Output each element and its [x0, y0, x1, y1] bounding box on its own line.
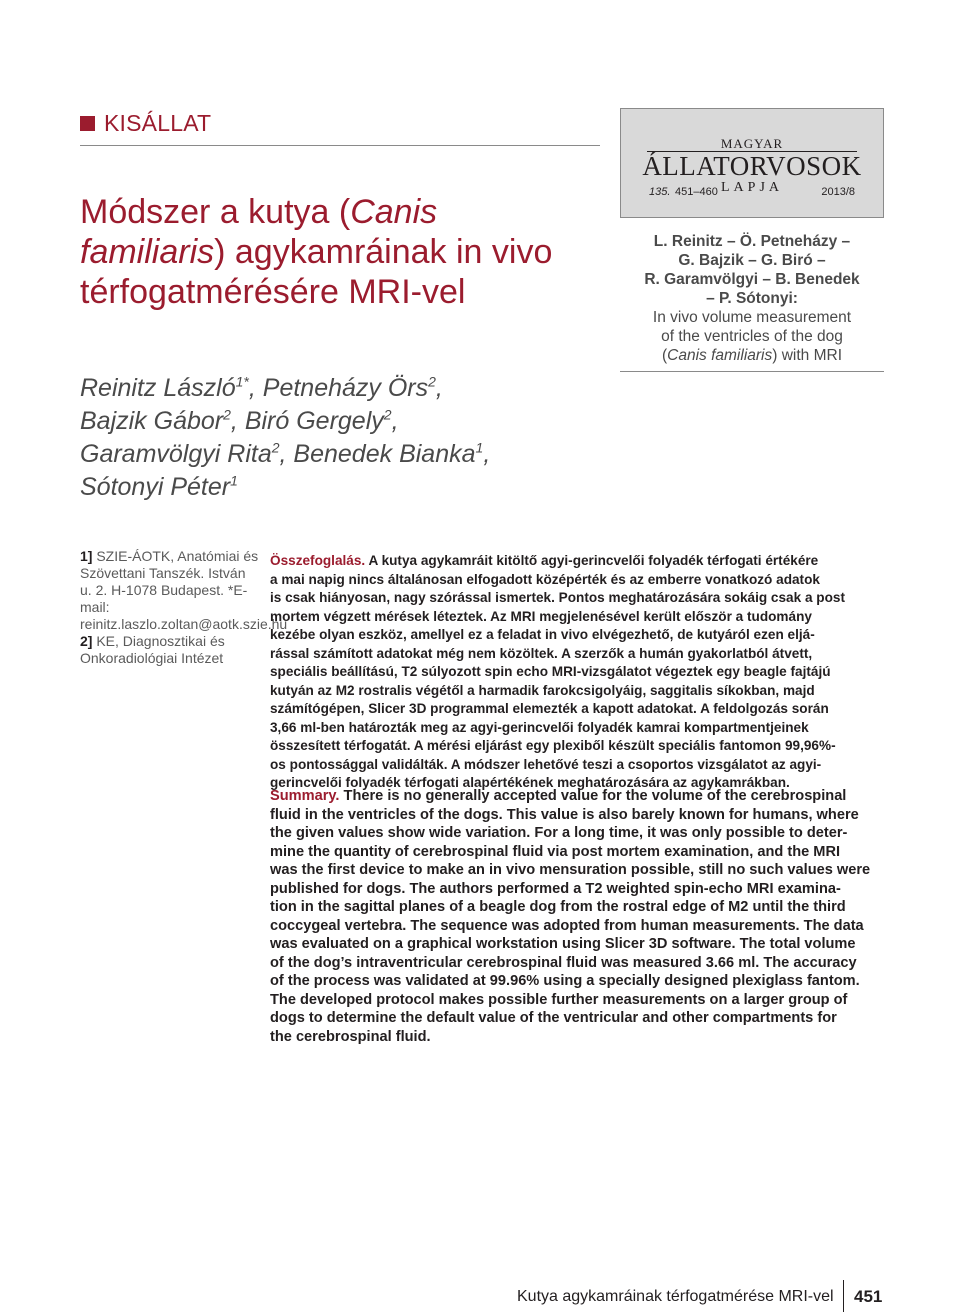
footer-divider — [843, 1280, 844, 1312]
author-list: Reinitz László$^{1*}$, Petneházy Örs$^2$, Bajzik Gábor$^2$, Biró Gergely$^2$, Garamvölgyi Rita$^2$, Benedek Bianka$^1$, Sótonyi Péter$^1$ — [80, 373, 491, 501]
section-divider — [80, 145, 600, 146]
article-title: Módszer a kutya (Canis familiaris) agykamráinak in vivo térfogatmérésére MRI-vel — [80, 193, 553, 311]
page-number: 451 — [854, 1287, 883, 1306]
journal-year: 2013/8 — [821, 186, 855, 198]
affiliations: 1] SZIE-ÁOTK, Anatómiai és Szövettani Tanszék. István u. 2. H-1078 Budapest. *E-mail: reinitz.laszlo.zoltan@aotk.szie.hu 2] KE, Diagnosztikai és Onkoradiológiai Intézet — [80, 548, 288, 666]
section-square-icon — [80, 116, 95, 131]
journal-magyar: MAGYAR — [720, 136, 784, 151]
journal-lapja: LAPJA — [721, 180, 784, 195]
abstract-english: Summary. There is no generally accepted value for the volume of the cerebrospinal fluid in the ventricles of the dogs. This value is also barely known for humans, where the given values show wide variation. For a long time, it was only possible to deter- mine the quantity of cerebrospinal fluid via post mortem examination, and the MRI was the first device to make an in vivo mensuration possible, still no such values were published for dogs. The authors performed a T2 weighted spin-echo MRI examina- tion in the sagittal planes of a beagle dog from the rostral edge of M2 until the third coccygeal vertebra. The sequence was adopted from human measurements. The data was evaluated on a graphical workstation using Slicer 3D software. The total volume of the dog’s intraventricular cerebrospinal fluid was measured 3.66 ml. The accuracy of the process was validated at 99.96% using a specially designed plexiglass fantom. The developed protocol makes possible further measurements on a larger group of dogs to determine the default value of the ventricular and other compartments for the cerebrospinal fluid. — [270, 788, 871, 1045]
section-header — [80, 110, 211, 137]
section-label: KISÁLLAT — [104, 110, 212, 136]
running-title: Kutya agykamráinak térfogatmérése MRI-vel — [517, 1288, 834, 1305]
journal-logo-box — [620, 108, 884, 218]
english-header-divider — [620, 371, 884, 372]
journal-volume: 135. — [649, 186, 671, 198]
abstract-hungarian: Összefoglalás. A kutya agykamráit kitöltő agyi-gerincvelői folyadék térfogati értékére a mai napig nincs általánosan elfogadott középérték és az emberre vonatkozó adatok is csak hiányosan, nagy szórással ismertek. Pontos meghatározására sokáig csak a post mortem végzett mérések léteztek. Az MRI megjelenésével került először a tudomány kezébe olyan eszköz, amellyel ez a feladat in vivo elvégezhető, de kutyáról ezen eljá- rással számított adatokat még nem közöltek. A szerzők a humán gyakorlatból átvett, speciális beállítású, T2 súlyozott spin echo MRI-vizsgálatot végeztek egy beagle fajtájú kutyán az M2 rostralis végétől a harmadik farokcsigolyáig, saggitalis síkokban, majd számítógépen, Slicer 3D programmal elemezték a kapott adatokat. A feldolgozás során 3,66 ml-ben határozták meg az agyi-gerincvelői folyadék kamrai kompartmentjeinek összesített térfogatát. A mérési eljárást egy plexiből készült speciális fantomon 99,96%- os pontossággal validálták. A módszer lehetővé teszi a csoportos vizsgálatot az agyi- gerincvelői folyadék térfogati alapértékének meghatározására az agykamrákban. — [270, 553, 845, 790]
journal-name: ÁLLATORVOSOK — [642, 151, 862, 181]
english-header: L. Reinitz – Ö. Petneházy – G. Bajzik – G. Biró – R. Garamvölgyi – B. Benedek – P. Sótonyi: In vivo volume measurement of the ventricles of the dog (Canis familiaris) with MRI — [644, 233, 860, 364]
journal-pages: 451–460 — [675, 186, 718, 198]
